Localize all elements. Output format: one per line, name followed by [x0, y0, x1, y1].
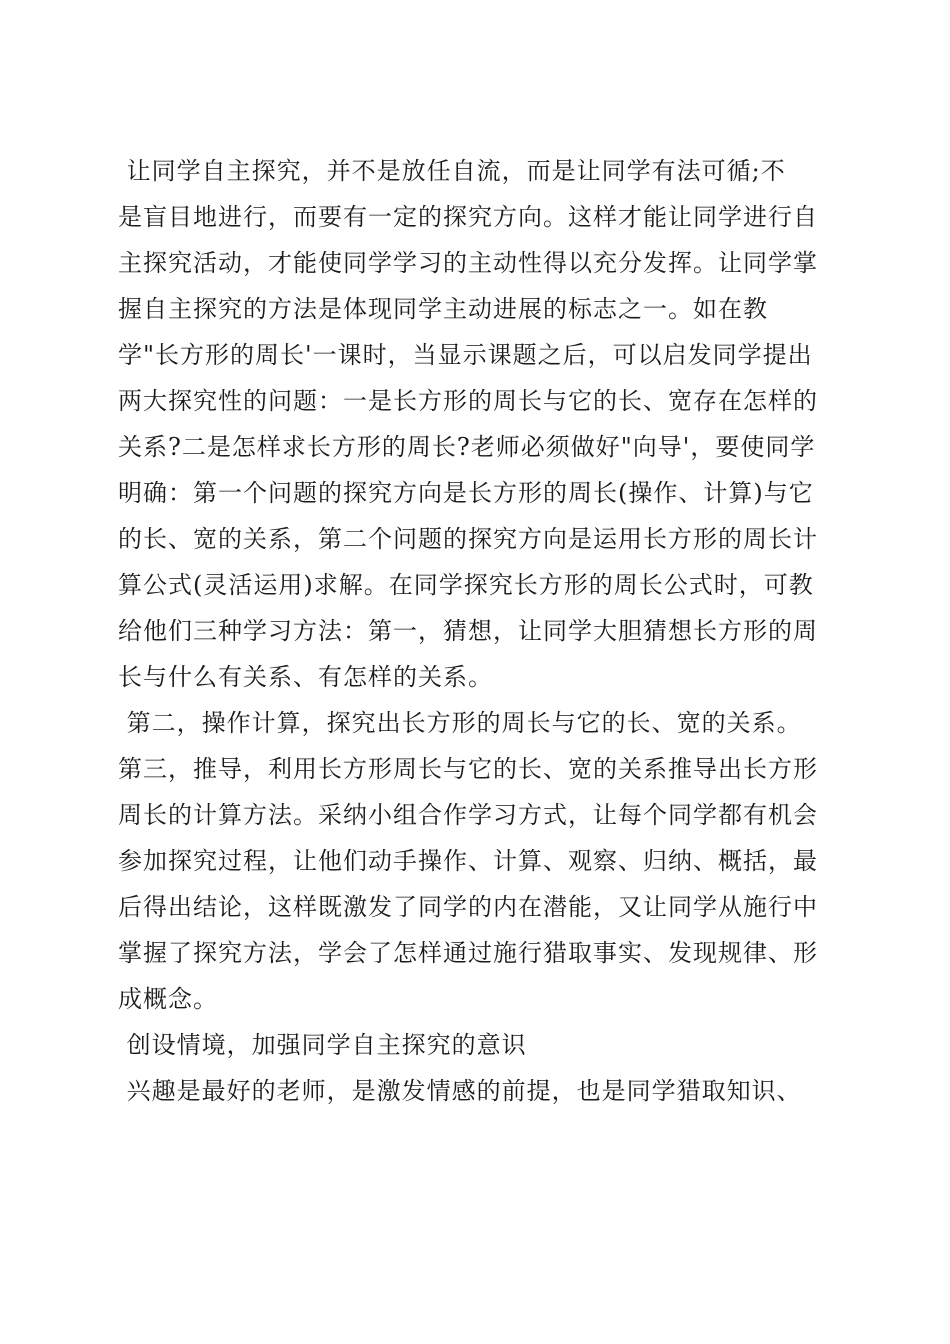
text-line: 后得出结论，这样既激发了同学的内在潜能，又让同学从施行中	[118, 893, 818, 921]
document-body	[118, 148, 838, 1114]
text-line: 的长、宽的关系，第二个问题的探究方向是运用长方形的周长计	[118, 525, 818, 553]
text-line: 算公式(灵活运用)求解。在同学探究长方形的周长公式时，可教	[118, 571, 814, 599]
text-line: 两大探究性的问题：一是长方形的周长与它的长、宽存在怎样的	[118, 387, 818, 415]
text-line: 第二，操作计算，探究出长方形的周长与它的长、宽的关系。	[118, 709, 802, 737]
text-line: 主探究活动，才能使同学学习的主动性得以充分发挥。让同学掌	[118, 249, 818, 277]
text-line: 掌握了探究方法，学会了怎样通过施行猎取事实、发现规律、形	[118, 939, 818, 967]
text-line: 第三，推导，利用长方形周长与它的长、宽的关系推导出长方形	[118, 755, 818, 783]
text-line: 是盲目地进行，而要有一定的探究方向。这样才能让同学进行自	[118, 203, 818, 231]
text-line: 成概念。	[118, 985, 218, 1013]
text-line: 参加探究过程，让他们动手操作、计算、观察、归纳、概括，最	[118, 847, 818, 875]
text-line: 明确：第一个问题的探究方向是长方形的周长(操作、计算)与它	[118, 479, 814, 507]
text-line: 周长的计算方法。采纳小组合作学习方式，让每个同学都有机会	[118, 801, 818, 829]
text-line: 兴趣是最好的老师，是激发情感的前提，也是同学猎取知识、	[118, 1077, 802, 1105]
text-line: 让同学自主探究，并不是放任自流，而是让同学有法可循;不	[118, 157, 786, 185]
text-line: 握自主探究的方法是体现同学主动进展的标志之一。如在教	[118, 295, 768, 323]
section-heading: 创设情境，加强同学自主探究的意识	[118, 1031, 527, 1059]
text-line: 学"长方形的周长'一课时，当显示课题之后，可以启发同学提出	[118, 341, 813, 369]
text-line: 给他们三种学习方法：第一，猜想，让同学大胆猜想长方形的周	[118, 617, 818, 645]
text-line: 长与什么有关系、有怎样的关系。	[118, 663, 493, 691]
text-line: 关系?二是怎样求长方形的周长?老师必须做好"向导'，要使同学	[118, 433, 816, 461]
